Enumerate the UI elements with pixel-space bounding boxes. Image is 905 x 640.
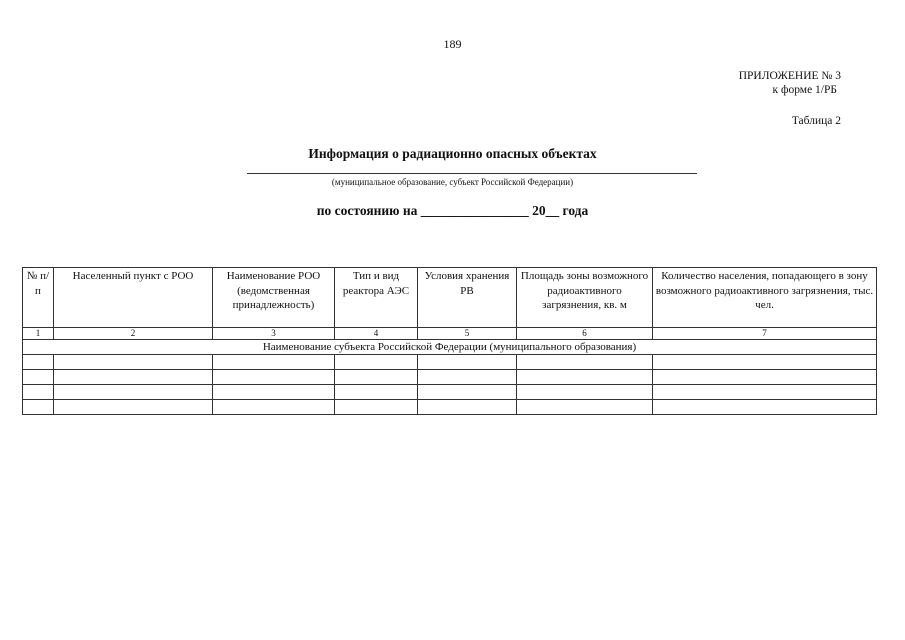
table-cell [418,370,517,385]
table-cell [54,385,213,400]
table-row [23,355,877,370]
table-cell [335,400,418,415]
column-number: 1 [23,328,54,340]
table-cell [418,355,517,370]
table-cell [653,370,877,385]
column-number: 5 [418,328,517,340]
table-cell [653,355,877,370]
column-header-settlement: Населенный пункт с РОО [54,268,213,328]
table-cell [54,400,213,415]
document-title: Информация о радиационно опасных объектах [308,146,597,161]
table-cell [213,355,335,370]
column-number: 4 [335,328,418,340]
table-cell [517,385,653,400]
column-header-number: № п/п [23,268,54,328]
column-number: 7 [653,328,877,340]
table-cell [418,385,517,400]
table-cell [23,400,54,415]
page-number: 189 [443,37,462,51]
table-cell [653,385,877,400]
table-cell [517,355,653,370]
appendix-title: ПРИЛОЖЕНИЕ № 3 [738,70,841,82]
appendix-block [739,69,841,97]
column-header-reactor-type: Тип и вид реактора АЭС [335,268,418,328]
table-cell [23,355,54,370]
table-cell [213,370,335,385]
table-cell [335,385,418,400]
table-cell [23,370,54,385]
fill-in-caption: (муниципальное образование, субъект Российской Федерации) [331,177,574,187]
table-cell [23,385,54,400]
subject-row-label: Наименование субъекта Российской Федерации (муниципального образования) [23,340,877,355]
table-cell [517,400,653,415]
table-cell [653,400,877,415]
table-cell [213,385,335,400]
table-row [23,385,877,400]
column-number: 6 [517,328,653,340]
table-cell [54,370,213,385]
column-numbers-row [23,328,877,340]
table-row [23,370,877,385]
table-cell [335,355,418,370]
fill-in-line [247,173,697,174]
table-cell [335,370,418,385]
appendix-subtitle: к форме 1/РБ [772,84,837,96]
column-header-population: Количество населения, попадающего в зону возможного радиоактивного загрязнения, тыс. чел. [653,268,877,328]
column-header-object-name: Наименование РОО (ведомственная принадлежность) [213,268,335,328]
column-header-storage-conditions: Условия хранения РВ [418,268,517,328]
date-line: по состоянию на ________________ 20__ года [316,203,589,218]
table-cell [418,400,517,415]
table-number: Таблица 2 [791,115,841,127]
table-cell [213,400,335,415]
column-number: 3 [213,328,335,340]
table-cell [54,355,213,370]
radiation-objects-table [22,267,877,415]
column-header-contamination-area: Площадь зоны возможного радиоактивного загрязнения, кв. м [517,268,653,328]
table-header-row [23,268,877,328]
column-number: 2 [54,328,213,340]
table-cell [517,370,653,385]
subject-row [23,340,877,355]
table-row [23,400,877,415]
